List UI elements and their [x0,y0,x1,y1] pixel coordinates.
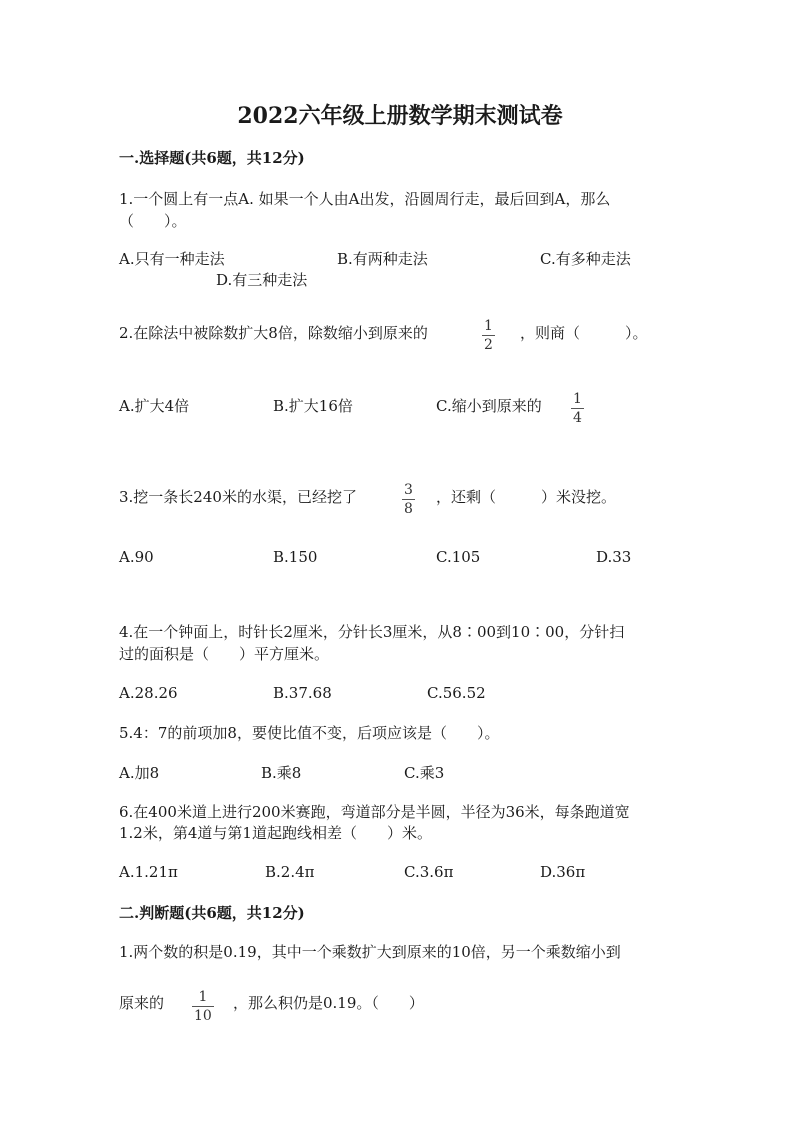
q5-option-a: A.加8 [119,764,160,782]
q2-text-before: 2.在除法中被除数扩大8倍，除数缩小到原来的 [119,324,428,342]
q3-text-before: 3.挖一条长240米的水渠，已经挖了 [119,488,357,506]
s2-q1-text-after: ，那么积仍是0.19。（ ） [233,994,424,1012]
q3-option-b: B.150 [273,548,318,566]
q4-text-line1: 4.在一个钟面上，时针长2厘米，分针长3厘米，从8∶00到10∶00，分针扫 [119,623,625,641]
section-1-heading: 一.选择题(共6题，共12分) [119,149,305,167]
q1-option-c: C.有多种走法 [540,250,631,268]
q3-fraction [402,482,415,517]
q6-text-line1: 6.在400米道上进行200米赛跑，弯道部分是半圆，半径为36米，每条跑道宽 [119,803,630,821]
section-2-heading: 二.判断题(共6题，共12分) [119,904,305,922]
q6-option-d: D.36π [540,863,586,881]
q3-fraction-denominator: 8 [404,501,413,517]
fraction-bar [482,335,495,336]
fraction-bar [571,408,584,409]
s2-q1-fraction-denominator: 10 [194,1008,212,1024]
q3-option-a: A.90 [119,548,154,566]
q2-option-b: B.扩大16倍 [273,397,353,415]
page-title: 2022六年级上册数学期末测试卷 [237,103,563,129]
q5-option-c: C.乘3 [404,764,445,782]
q5-option-b: B.乘8 [261,764,302,782]
q3-text-after: ，还剩（ ）米没挖。 [436,488,617,506]
q1-text-line2: （ ）。 [119,212,187,230]
q3-option-c: C.105 [436,548,481,566]
q2-option-c-denominator: 4 [573,410,582,426]
q6-option-b: B.2.4π [265,863,315,881]
s2-q1-fraction [192,989,214,1024]
q2-fraction-numerator: 1 [484,318,493,334]
q4-option-c: C.56.52 [427,684,486,702]
q1-text-line1: 1.一个圆上有一点A. 如果一个人由A出发，沿圆周行走，最后回到A，那么 [119,190,611,208]
q3-fraction-numerator: 3 [404,482,413,498]
q4-option-b: B.37.68 [273,684,332,702]
q6-option-c: C.3.6π [404,863,454,881]
s2-q1-fraction-numerator: 1 [198,989,208,1005]
q2-text-after: ，则商（ ）。 [520,324,648,342]
s2-q1-text-line1: 1.两个数的积是0.19，其中一个乘数扩大到原来的10倍，另一个乘数缩小到 [119,943,621,961]
q2-option-c-numerator: 1 [573,391,582,407]
q6-text-line2: 1.2米，第4道与第1道起跑线相差（ ）米。 [119,824,432,842]
q1-option-b: B.有两种走法 [337,250,428,268]
fraction-bar [402,499,415,500]
q3-option-d: D.33 [596,548,632,566]
q6-option-a: A.1.21π [119,863,178,881]
fraction-bar [192,1006,214,1007]
q4-text-line2: 过的面积是（ ）平方厘米。 [119,645,330,663]
q2-option-c-fraction [571,391,584,426]
q2-fraction-denominator: 2 [484,337,493,353]
q2-option-a: A.扩大4倍 [119,397,190,415]
q1-option-a: A.只有一种走法 [119,250,225,268]
s2-q1-text-before: 原来的 [119,994,165,1012]
q5-text-line1: 5.4：7的前项加8，要使比值不变，后项应该是（ ）。 [119,724,500,742]
q2-fraction [482,318,495,353]
q4-option-a: A.28.26 [119,684,178,702]
q2-option-c: C.缩小到原来的 [436,397,542,415]
q1-option-d: D.有三种走法 [216,271,308,289]
